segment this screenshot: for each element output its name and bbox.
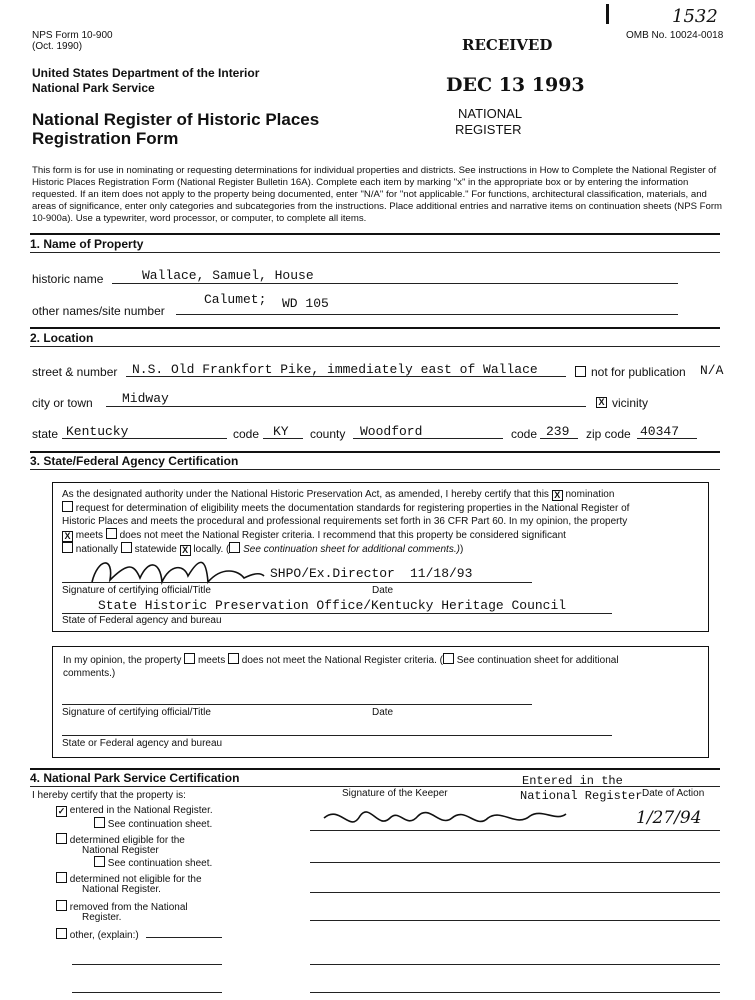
- option-removed-line2: Register.: [82, 912, 122, 923]
- state-label: state: [32, 427, 59, 441]
- department-name: United States Department of the Interior: [32, 66, 260, 80]
- option-removed[interactable]: removed from the National: [56, 900, 188, 913]
- section-2-heading: 2. Location: [30, 331, 94, 345]
- agency-label: State of Federal agency and bureau: [62, 615, 222, 626]
- county-code-label: code: [511, 427, 538, 441]
- not-for-publication-label: not for publication: [591, 365, 686, 379]
- ink-mark: [606, 4, 609, 24]
- service-name: National Park Service: [32, 81, 155, 95]
- not-for-publication-value[interactable]: N/A: [700, 363, 724, 378]
- section-3-heading: 3. State/Federal Agency Certification: [30, 454, 239, 468]
- other-names-value1[interactable]: Calumet;: [204, 292, 267, 307]
- other-names-label: other names/site number: [32, 304, 165, 318]
- state-code-value[interactable]: KY: [273, 424, 289, 439]
- keeper-signature: [320, 800, 570, 840]
- city-label: city or town: [32, 396, 93, 410]
- omb-number: OMB No. 10024-0018: [626, 30, 724, 41]
- entered-stamp-line2: National Register: [520, 789, 643, 803]
- keeper-signature-label: Signature of the Keeper: [342, 788, 448, 799]
- county-label: county: [310, 427, 346, 441]
- certification-text: As the designated authority under the National Historic Preservation Act, as amended, I hereby certify that this X nomination request for determination of eligibility meets the documentation standards for registering properties in the National Register of Historic Places and meets the procedural and professional requirements set forth in 36 CFR Part 60. In my opinion, the property X meets does not meet the National Register criteria. I recommend that this property be considered significant nationally statewide X locally. ( See continuation sheet for additional comments.)): [62, 489, 630, 555]
- option-not-eligible-line2: National Register.: [82, 884, 161, 895]
- county-code-value[interactable]: 239: [546, 424, 570, 439]
- form-date: (Oct. 1990): [32, 41, 83, 52]
- entered-stamp-line1: Entered in the: [522, 774, 623, 788]
- street-label: street & number: [32, 365, 118, 379]
- signature-label: Signature of certifying official/Title: [62, 585, 211, 596]
- handwritten-number: 1532: [672, 6, 718, 27]
- option-other[interactable]: other, (explain:): [56, 928, 139, 941]
- second-date-label: Date: [372, 707, 394, 718]
- historic-name-value[interactable]: Wallace, Samuel, House: [142, 268, 314, 283]
- form-title-line2: Registration Form: [32, 129, 179, 148]
- historic-name-label: historic name: [32, 272, 104, 286]
- second-signature-label: Signature of certifying official/Title: [62, 707, 211, 718]
- vicinity-label: vicinity: [612, 396, 649, 410]
- form-title-line1: National Register of Historic Places: [32, 110, 320, 129]
- signer-title: SHPO/Ex.Director: [270, 566, 395, 581]
- date-label: Date: [372, 585, 394, 596]
- zip-label: zip code: [586, 427, 631, 441]
- second-certification-text: In my opinion, the property meets does not meet the National Register criteria. ( See continuation sheet for additional comments.): [63, 655, 619, 679]
- stamp-register: REGISTER: [455, 122, 522, 137]
- state-value[interactable]: Kentucky: [66, 424, 129, 439]
- received-date-stamp: DEC 13 1993: [446, 74, 585, 96]
- signature-date: 11/18/93: [410, 566, 473, 581]
- option-not-eligible[interactable]: determined not eligible for the: [56, 872, 202, 885]
- option-entered-continuation[interactable]: See continuation sheet.: [94, 817, 212, 830]
- street-value[interactable]: N.S. Old Frankfort Pike, immediately east of Wallace: [132, 362, 538, 377]
- section-4-heading: 4. National Park Service Certification: [30, 771, 240, 785]
- certify-label: I hereby certify that the property is:: [32, 790, 186, 801]
- other-names-value2[interactable]: WD 105: [282, 296, 329, 311]
- section-1-heading: 1. Name of Property: [30, 237, 144, 251]
- city-value[interactable]: Midway: [122, 391, 169, 406]
- not-for-publication-checkbox[interactable]: [575, 366, 586, 377]
- action-date: 1/27/94: [636, 808, 702, 828]
- stamp-national: NATIONAL: [458, 106, 523, 121]
- option-eligible-line2: National Register: [82, 845, 159, 856]
- county-value[interactable]: Woodford: [360, 424, 423, 439]
- second-agency-label: State or Federal agency and bureau: [62, 738, 223, 749]
- agency-value: State Historic Preservation Office/Kentucky Heritage Council: [98, 598, 567, 613]
- zip-value[interactable]: 40347: [640, 424, 680, 439]
- option-entered[interactable]: ✓ entered in the National Register.: [57, 805, 213, 816]
- date-of-action-label: Date of Action: [642, 788, 705, 799]
- form-number: NPS Form 10-900: [32, 30, 113, 41]
- form-instructions: This form is for use in nominating or requesting determinations for individual properties and districts. See instructions in How to Complete the National Register of Historic Places Registration Form (National Register Bulletin 16A). Complete each item by marking "x" in the appropriate box or by entering the information requested. If an item does not apply to the property being documented, enter "N/A" for "not applicable." For functions, architectural classification, materials, and areas of significance, enter only categories and subcategories from the instructions. Place additional entries and narrative items on continuation sheets (NPS Form 10-900a). Use a typewriter, word processor, or computer, to complete all items.: [32, 165, 723, 224]
- vicinity-checkbox[interactable]: X: [596, 397, 607, 408]
- received-stamp: RECEIVED: [462, 36, 553, 54]
- option-eligible[interactable]: determined eligible for the: [56, 833, 185, 846]
- code-label: code: [233, 427, 260, 441]
- option-eligible-continuation[interactable]: See continuation sheet.: [94, 856, 212, 869]
